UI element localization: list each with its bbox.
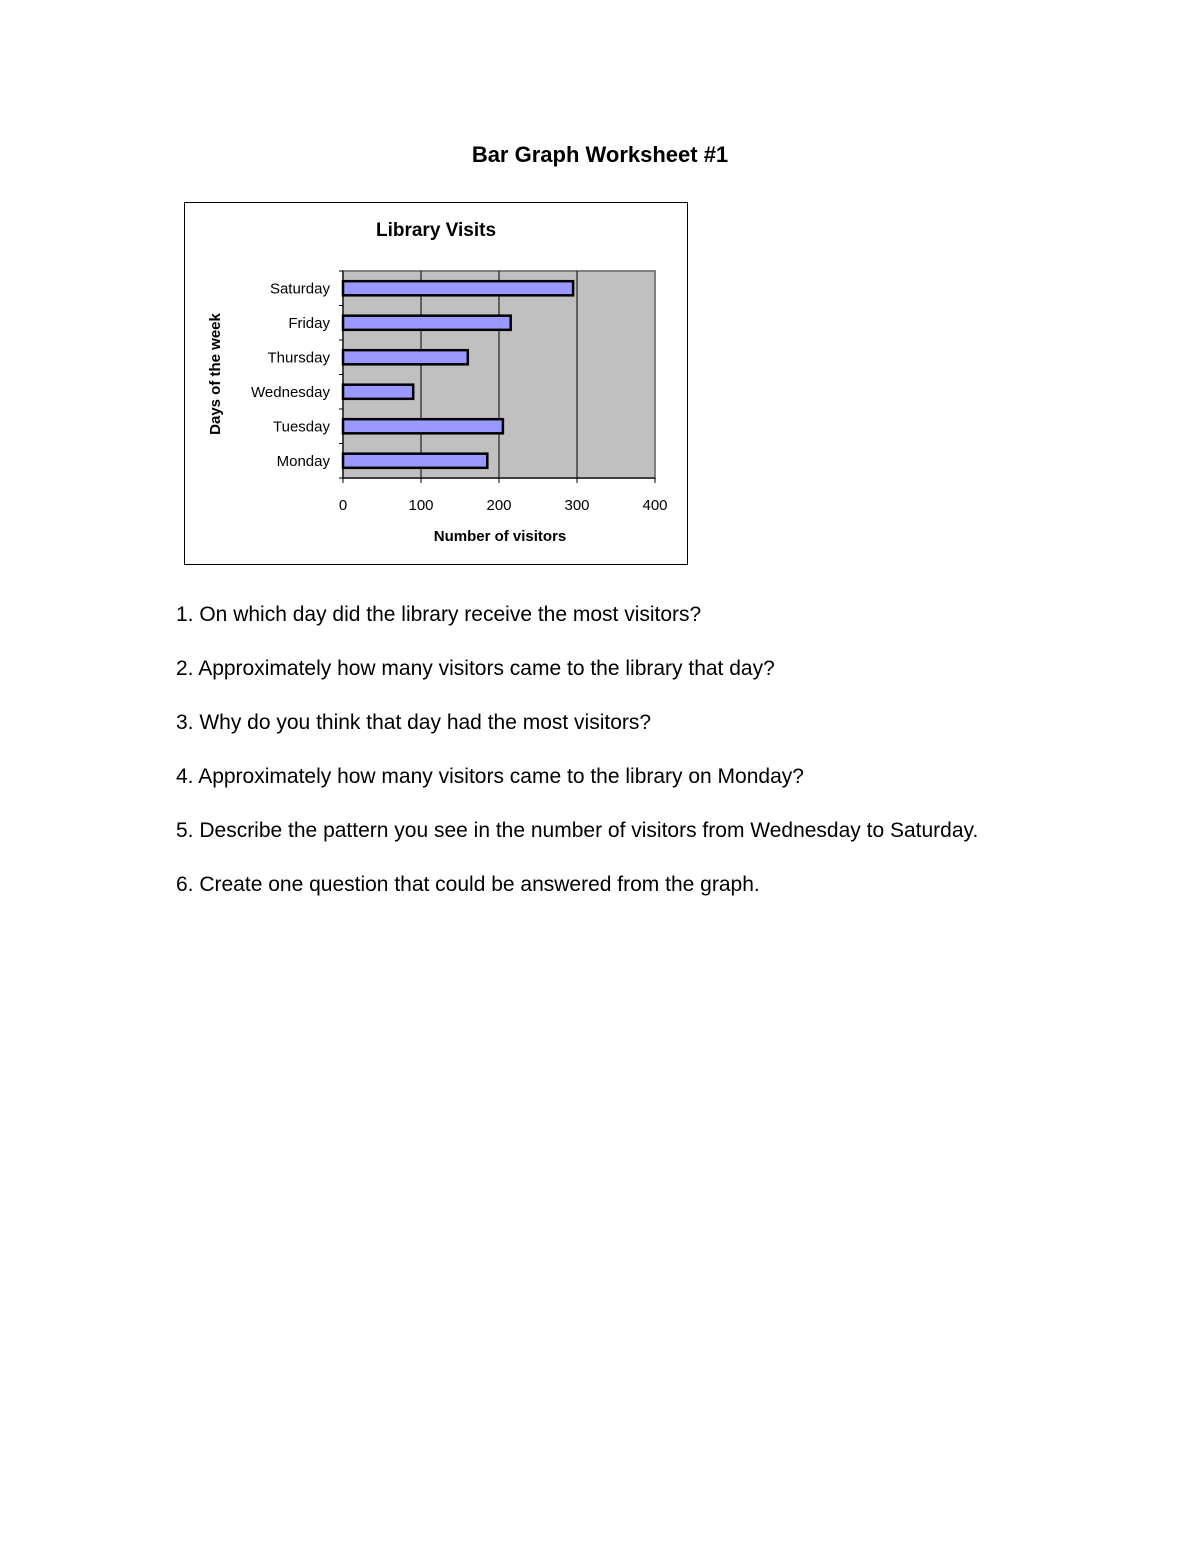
y-tick-label-thursday: Thursday xyxy=(267,349,330,367)
question-1: 1. On which day did the library receive the most visitors? xyxy=(176,603,702,626)
page-title: Bar Graph Worksheet #1 xyxy=(471,142,729,167)
plot-area xyxy=(251,271,667,514)
bar-monday xyxy=(343,454,487,468)
x-tick-label-200: 200 xyxy=(486,497,512,514)
x-tick-label-400: 400 xyxy=(642,497,668,514)
question-2: 2. Approximately how many visitors came to the library that day? xyxy=(176,657,775,680)
question-3: 3. Why do you think that day had the most visitors? xyxy=(176,711,652,734)
bar-wednesday xyxy=(343,385,413,399)
question-list xyxy=(176,601,1006,925)
x-tick-label-0: 0 xyxy=(338,497,348,514)
question-5: 5. Describe the pattern you see in the number of visitors from Wednesday to Saturday. xyxy=(176,819,979,842)
bar-tuesday xyxy=(343,419,503,433)
x-tick-label-100: 100 xyxy=(408,497,434,514)
chart-title: Library Visits xyxy=(375,220,497,241)
bar-saturday xyxy=(343,281,573,295)
y-axis-label: Days of the week xyxy=(207,313,224,435)
y-tick-label-tuesday: Tuesday xyxy=(273,418,330,436)
question-6: 6. Create one question that could be answered from the graph. xyxy=(176,873,760,896)
chart-frame xyxy=(184,202,688,565)
bar-thursday xyxy=(343,350,468,364)
x-axis-label: Number of visitors xyxy=(433,528,567,545)
bar-friday xyxy=(343,316,511,330)
y-tick-label-monday: Monday xyxy=(276,452,330,470)
y-tick-label-saturday: Saturday xyxy=(269,280,330,298)
library-visits-chart xyxy=(185,203,689,566)
y-tick-label-friday: Friday xyxy=(288,314,330,332)
x-tick-label-300: 300 xyxy=(564,497,590,514)
y-tick-label-wednesday: Wednesday xyxy=(251,383,330,401)
question-4: 4. Approximately how many visitors came to the library on Monday? xyxy=(176,765,804,788)
